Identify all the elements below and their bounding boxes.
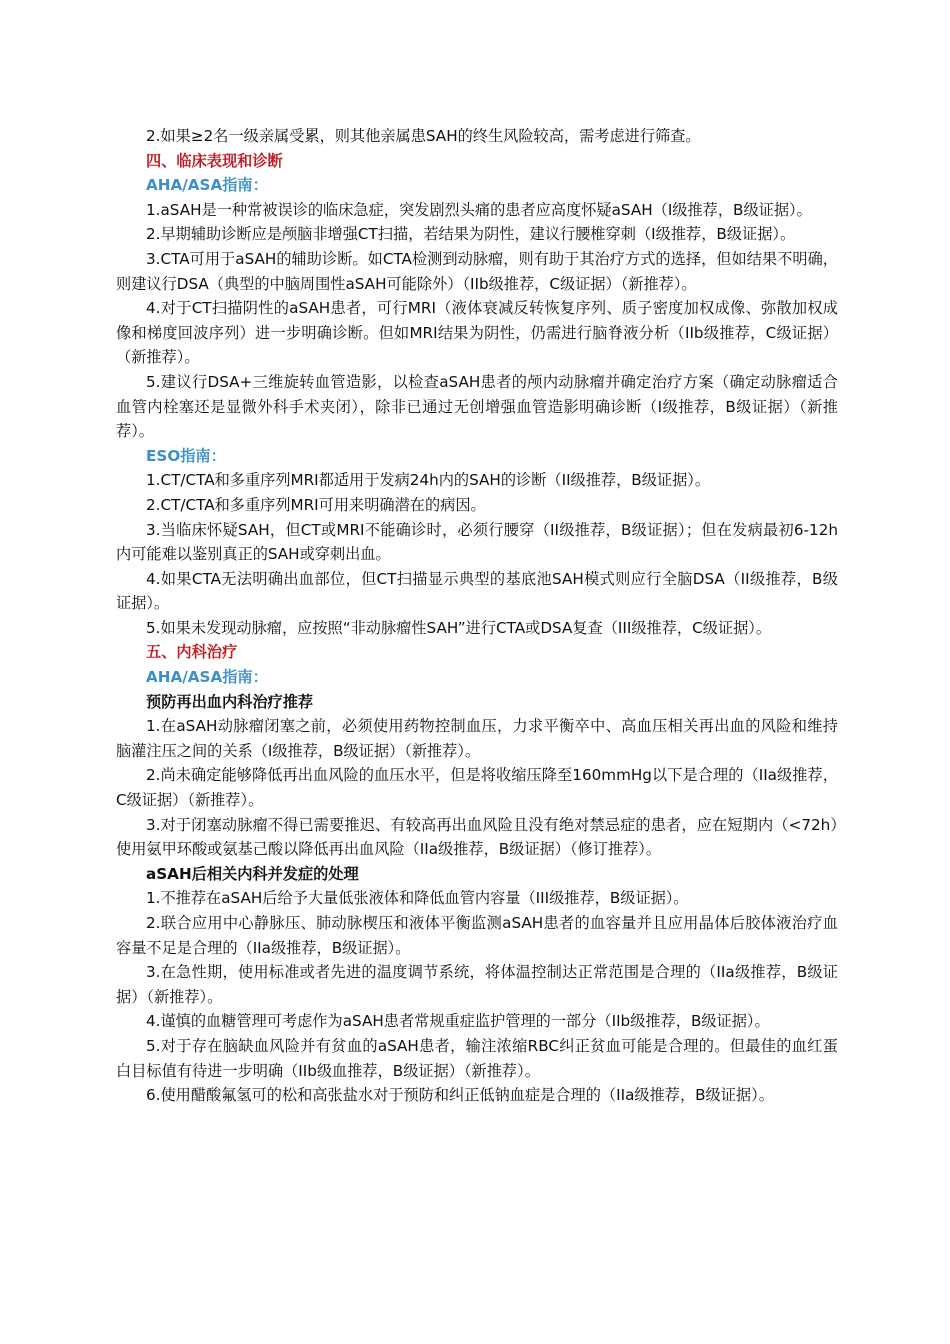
guideline-label: AHA/ASA指南：: [146, 668, 268, 687]
list-item: 3.对于闭塞动脉瘤不得已需要推迟、有较高再出血风险且没有绝对禁忌症的患者，应在短期内（<72h）使用氨甲环酸或氨基己酸以降低再出血风险（IIa级推荐，B级证据）（修订推荐）。: [116, 815, 838, 859]
list-item: 1.aSAH是一种常被误诊的临床急症，突发剧烈头痛的患者应高度怀疑aSAH（I级推荐，B级证据）。: [146, 200, 812, 219]
guideline-label: ESO指南：: [146, 446, 226, 465]
list-item: 6.使用醋酸氟氢可的松和高张盐水对于预防和纠正低钠血症是合理的（IIa级推荐，B级证据）。: [146, 1086, 774, 1105]
list-item: 4.如果CTA无法明确出血部位，但CT扫描显示典型的基底池SAH模式则应行全脑DSA（II级推荐，B级证据）。: [116, 569, 838, 613]
list-item: 1.不推荐在aSAH后给予大量低张液体和降低血管内容量（III级推荐，B级证据）。: [146, 889, 689, 908]
list-item: 1.在aSAH动脉瘤闭塞之前，必须使用药物控制血压，力求平衡卒中、高血压相关再出血的风险和维持脑灌注压之间的关系（I级推荐，B级证据）（新推荐）。: [116, 717, 838, 760]
list-item: 2.尚未确定能够降低再出血风险的血压水平，但是将收缩压降至160mmHg以下是合理的（IIa级推荐，C级证据）（新推荐）。: [116, 766, 838, 810]
list-item: 3.在急性期，使用标准或者先进的温度调节系统，将体温控制达正常范围是合理的（IIa级推荐，B级证据）（新推荐）。: [116, 963, 838, 1006]
list-item: 5.如果未发现动脉瘤，应按照“非动脉瘤性SAH”进行CTA或DSA复查（III级推荐，C级证据）。: [146, 618, 772, 637]
list-item: 1.CT/CTA和多重序列MRI都适用于发病24h内的SAH的诊断（II级推荐，B级证据）。: [146, 471, 711, 490]
list-item: 2.早期辅助诊断应是颅脑非增强CT扫描，若结果为阴性，建议行腰椎穿刺（I级推荐，B级证据）。: [146, 225, 796, 244]
list-item: 3.CTA可用于aSAH的辅助诊断。如CTA检测到动脉瘤，则有助于其治疗方式的选择，但如结果不明确，则建议行DSA（典型的中脑周围性aSAH可能除外）（IIb级推荐，C级证据）（新推荐）。: [116, 249, 838, 293]
list-item: 4.谨慎的血糖管理可考虑作为aSAH患者常规重症监护管理的一部分（IIb级推荐，B级证据）。: [146, 1012, 770, 1031]
guideline-label: AHA/ASA指南：: [146, 176, 268, 195]
section-heading: 五、内科治疗: [146, 643, 238, 662]
list-item: 3.当临床怀疑SAH，但CT或MRI不能确诊时，必须行腰穿（II级推荐，B级证据）；但在发病最初6-12h内可能难以鉴别真正的SAH或穿刺出血。: [116, 520, 838, 564]
document-body: [116, 124, 838, 1108]
list-item: 2.联合应用中心静脉压、肺动脉楔压和液体平衡监测aSAH患者的血容量并且应用晶体后胶体液治疗血容量不足是合理的（IIa级推荐，B级证据）。: [116, 914, 838, 957]
section-heading: 四、临床表现和诊断: [146, 151, 283, 170]
list-item: 4.对于CT扫描阴性的aSAH患者，可行MRI（液体衰减反转恢复序列、质子密度加权成像、弥散加权成像和梯度回波序列）进一步明确诊断。但如MRI结果为阴性，仍需进行脑脊液分析（IIb级推荐，C级证据）（新推荐）。: [116, 299, 838, 367]
subsection-heading: aSAH后相关内科并发症的处理: [146, 864, 359, 883]
list-item: 5.对于存在脑缺血风险并有贫血的aSAH患者，输注浓缩RBC纠正贫血可能是合理的。但最佳的血红蛋白目标值有待进一步明确（IIb级血推荐，B级证据）（新推荐）。: [116, 1036, 838, 1080]
paragraph: 2.如果≥2名一级亲属受累，则其他亲属患SAH的终生风险较高，需考虑进行筛查。: [146, 127, 701, 145]
list-item: 5.建议行DSA+三维旋转血管造影，以检查aSAH患者的颅内动脉瘤并确定治疗方案（确定动脉瘤适合血管内栓塞还是显微外科手术夹闭），除非已通过无创增强血管造影明确诊断（I级推荐，B级证据）（新推荐）。: [116, 372, 838, 441]
list-item: 2.CT/CTA和多重序列MRI可用来明确潜在的病因。: [146, 495, 486, 514]
subsection-heading: 预防再出血内科治疗推荐: [146, 692, 314, 711]
